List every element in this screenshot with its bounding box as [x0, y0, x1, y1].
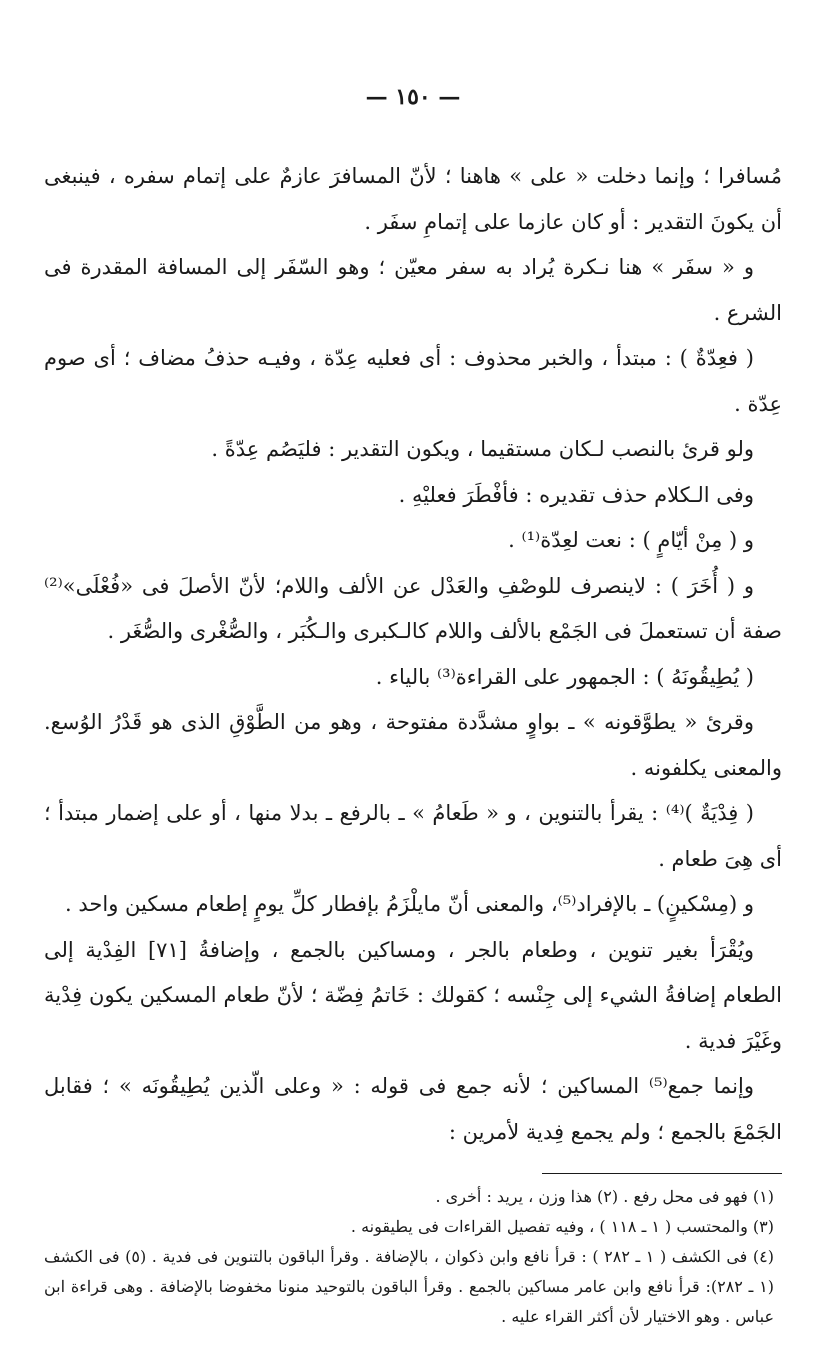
page-number: — ١٥٠ — [365, 84, 461, 110]
paragraph: وإنما جمع⁽⁵⁾ المساكين ؛ لأنه جمع فى قوله : « وعلى الّذين يُطِيقُونَه » ؛ فقابل الجَمْعَ بالجمع ؛ ولم يجمع فِدية لأمرين : [44, 1074, 782, 1144]
footnote-divider [542, 1173, 782, 1174]
footnotes [44, 1182, 782, 1332]
paragraph: و (مِسْكينٍ) ـ بالإفراد⁽⁵⁾، والمعنى أنّ مايلْزَمُ بإفطار كلِّ يومٍ إطعام مسكين واحد . [65, 892, 754, 916]
paragraph: و ( أُخَرَ ) : لاينصرف للوصْفِ والعَدْل عن الألف واللام؛ لأنّ الأصلَ فى «فُعْلَى»⁽²⁾ صفة أن تستعملَ فى الجَمْع بالألف واللام كالـكبرى والـكُبَر ، والصُّغْرى والصُّغَر . [44, 573, 782, 643]
paragraph: و « سفَر » هنا نـكرة يُراد به سفر معيّن ؛ وهو السّفَر إلى المسافة المقدرة فى الشرع . [44, 255, 782, 325]
paragraph: ( فعِدّةٌ ) : مبتدأ ، والخبر محذوف : أى فعليه عِدّة ، وفيـه حذفُ مضاف ؛ أى صوم عِدّة . [44, 346, 782, 416]
footnote: (٤) فى الكشف ( ١ ـ ٢٨٢ ) : قرأ نافع وابن ذكوان ، بالإضافة . وقرأ الباقون بالتنوين فى فدية . (٥) فى الكشف (١ ـ ٢٨٢): قرأ نافع وابن عامر مساكين بالجمع . وقرأ الباقون بالتوحيد منونا مخفوضا بالإضافة . وهى قراءة ابن عباس . وهو الاختيار لأن أكثر القراء عليه . [44, 1247, 775, 1326]
paragraph: ( فِدْيَةٌ )⁽⁴⁾ : يقرأ بالتنوين ، و « طَعامُ » ـ بالرفع ـ بدلا منها ، أو على إضمار مبتدأ ؛ أى هِىَ طعام . [44, 801, 782, 871]
paragraph: وقرئ « يطوَّقونه » ـ بواوٍ مشدَّدة مفتوحة ، وهو من الطَّوْقِ الذى هو قَدْرُ الوُسع. والمعنى يكلفونه . [44, 710, 782, 780]
paragraph: و ( مِنْ أيّامٍ ) : نعت لعِدّة⁽¹⁾ . [508, 528, 754, 552]
main-text [44, 154, 782, 1155]
footnote: (١) فهو فى محل رفع . (٢) هذا وزن ، يريد : أخرى . [435, 1187, 774, 1206]
footnote: (٣) والمحتسب ( ١ ـ ١١٨ ) ، وفيه تفصيل القراءات فى يطيقونه . [350, 1217, 774, 1236]
paragraph: ( يُطِيقُونَهُ ) : الجمهور على القراءة⁽³⁾ بالياء . [375, 664, 754, 689]
paragraph: ولو قرئ بالنصب لـكان مستقيما ، ويكون التقدير : فليَصُم عِدّةً . [211, 437, 754, 461]
paragraph: وفى الـكلام حذف تقديره : فأفْطَرَ فعليْهِ . [398, 482, 754, 507]
paragraph: ويُقْرَأ بغير تنوين ، وطعام بالجر ، ومساكين بالجمع ، وإضافةُ [٧١] الفِدْية إلى الطعام إضافةُ الشيء إلى جِنْسه ؛ كقولك : خَاتمُ فِضّة ؛ لأنّ طعام المسكين يكون فِدْية وغَيْرَ فدية . [44, 937, 782, 1053]
paragraph: مُسافرا ؛ وإنما دخلت « على » هاهنا ؛ لأنّ المسافرَ عازمٌ على إتمام سفره ، فينبغى أن يكونَ التقدير : أو كان عازما على إتمامِ سفَر . [44, 164, 782, 234]
